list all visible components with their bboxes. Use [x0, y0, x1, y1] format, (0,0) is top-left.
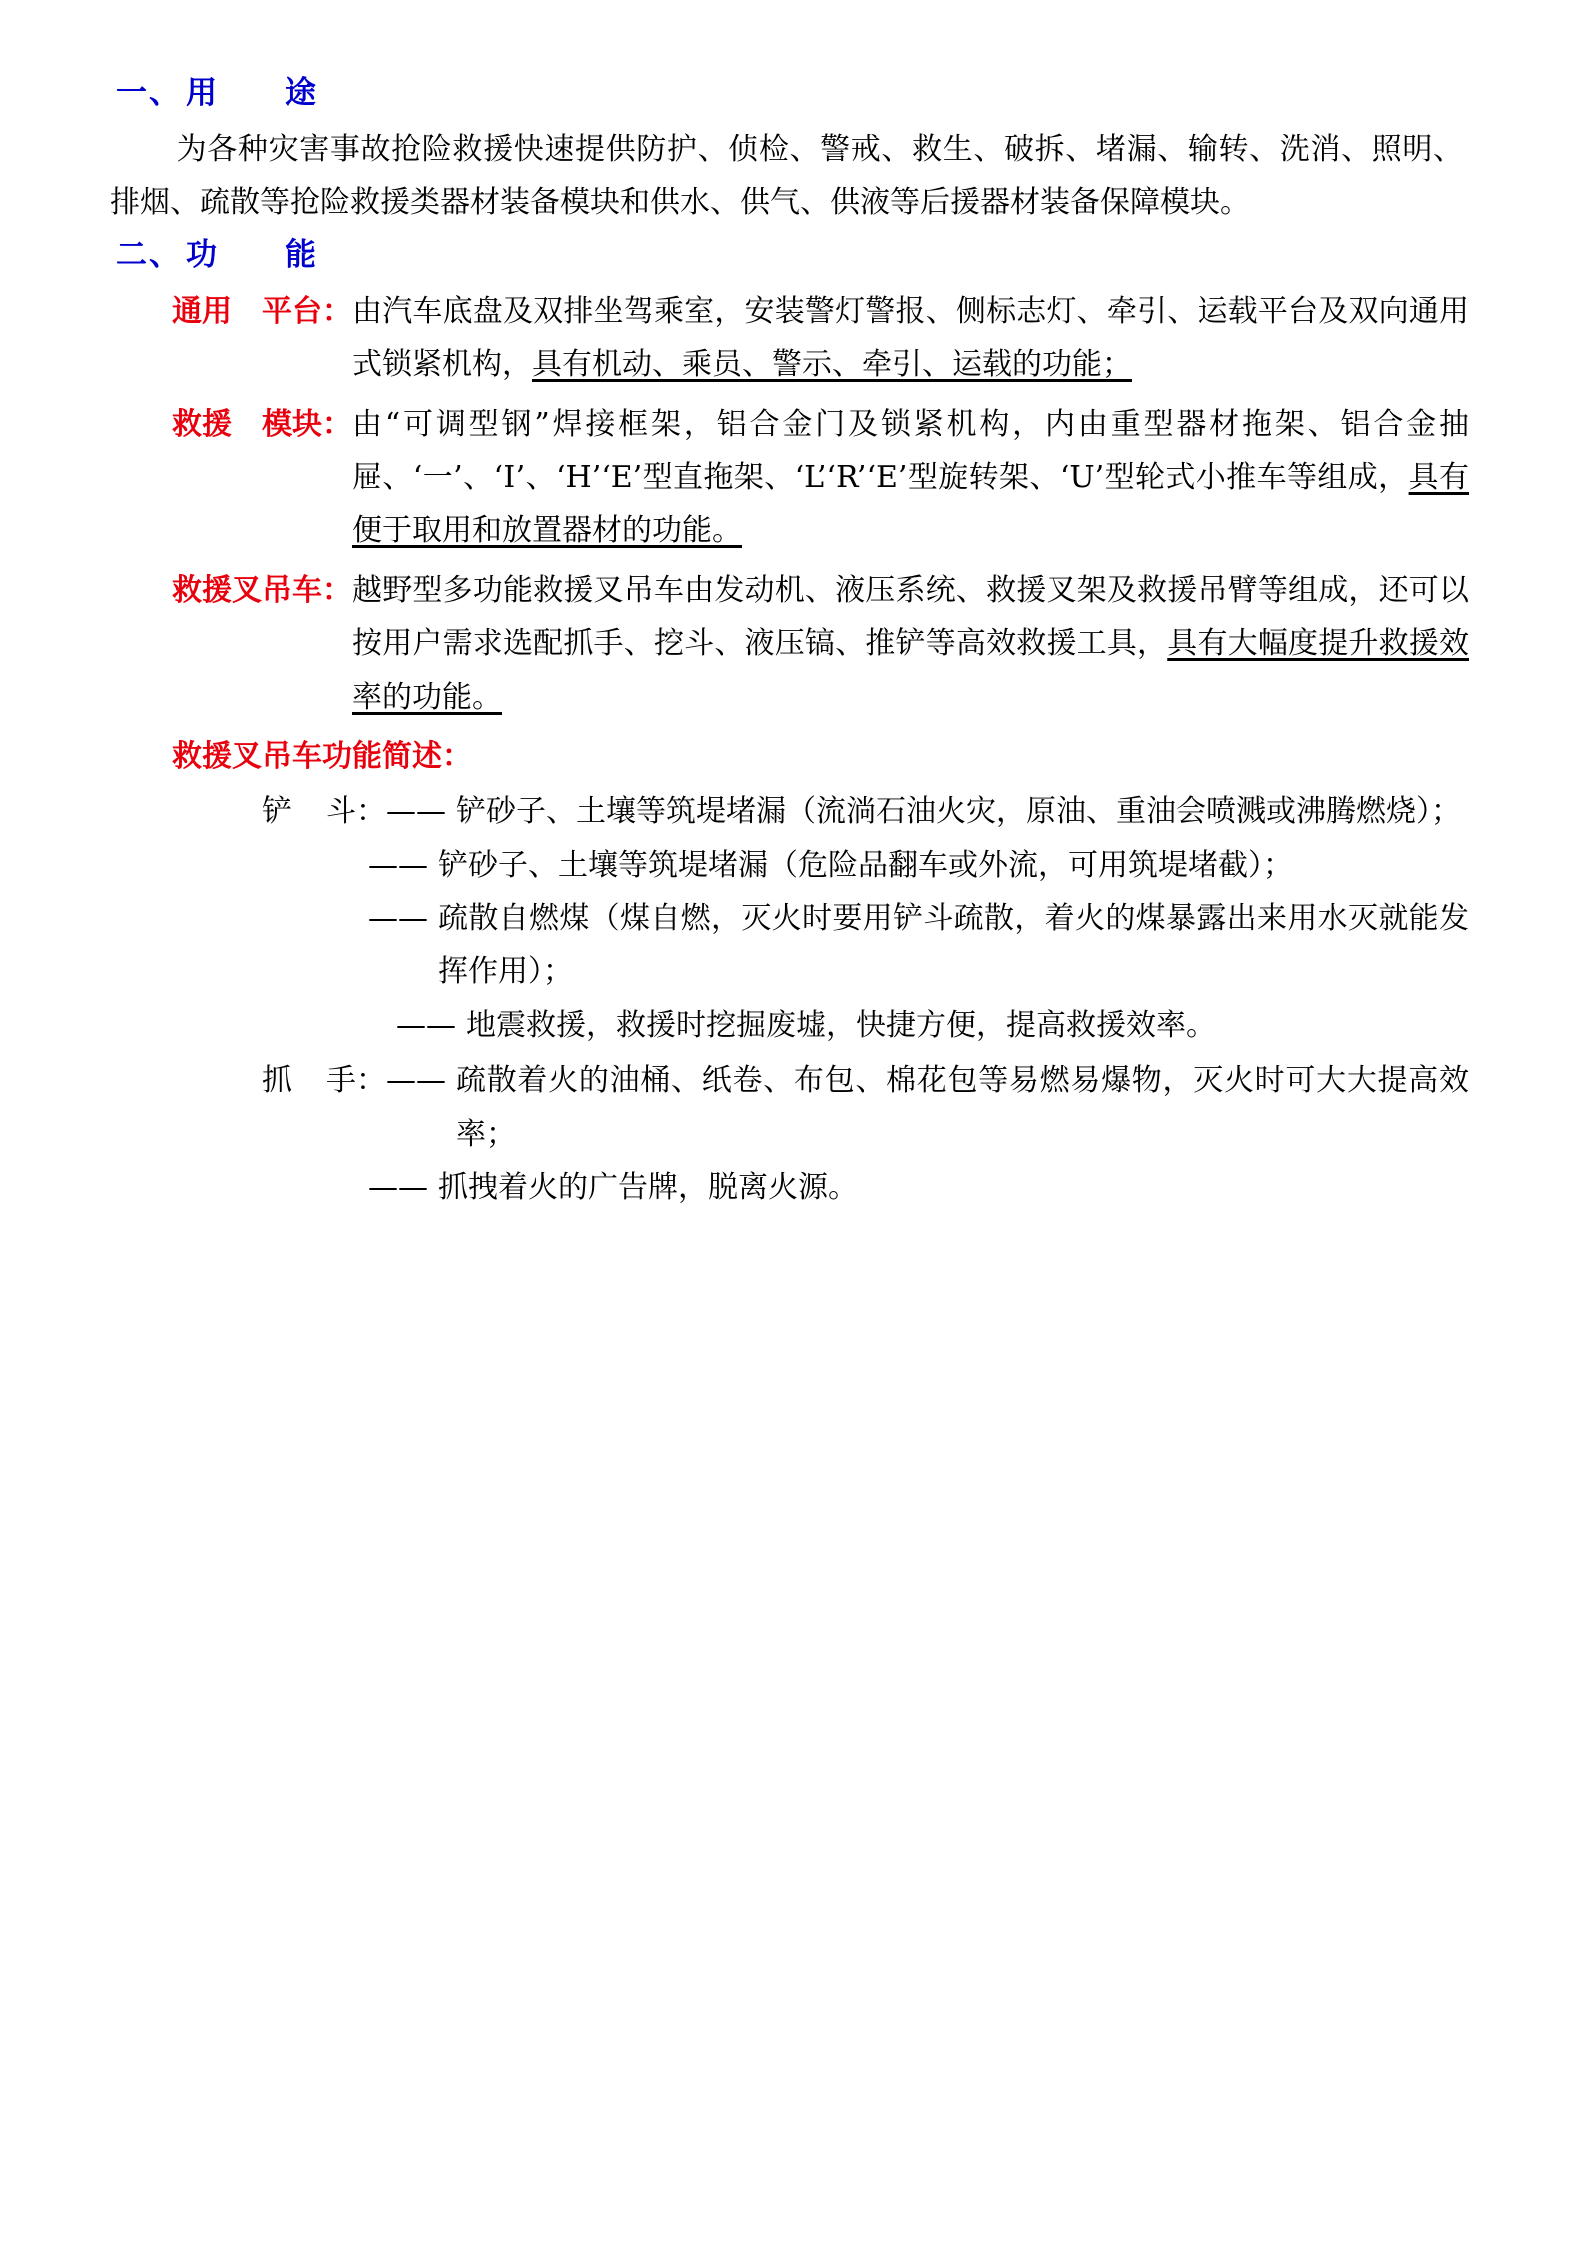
tool-item-text: 铲砂子、土壤等筑堤堵漏（危险品翻车或外流，可用筑堤堵截）； — [438, 847, 1293, 883]
definition-label-part-a: 救援 — [172, 406, 232, 442]
tool-item-text: 地震救援，救援时挖掘废墟，快捷方便，提高救援效率。 — [466, 1007, 1216, 1043]
definition-label-part-a: 救援叉吊车： — [172, 572, 352, 608]
tool-item-row — [172, 1161, 1469, 1214]
dash-marker: —— — [386, 1063, 446, 1099]
definition-label-part-b: 模块： — [262, 406, 352, 442]
definition-label-part-a: 通用 — [172, 293, 232, 329]
tool-block-gripper — [108, 1054, 1469, 1214]
definition-text-rescue-forklift-crane — [352, 564, 1469, 724]
tool-item-text: 疏散自燃煤（煤自燃，灭火时要用铲斗疏散，着火的煤暴露出来用水灭就能发挥作用）； — [438, 901, 1469, 990]
tool-label-part-a: 抓 — [262, 1063, 292, 1099]
section-1-paragraph-text: 为各种灾害事故抢险救援快速提供防护、侦检、警戒、救生、破拆、堵漏、输转、洗消、照明、排烟、疏散等抢险救援类器材装备模块和供水、供气、供液等后援器材装备保障模块。 — [110, 132, 1463, 221]
definition-label-rescue-forklift-crane — [172, 564, 352, 617]
tool-label-part-b: 斗： — [326, 794, 386, 830]
section-1-number: 一、 — [116, 75, 182, 111]
definition-text-underlined: 具有便于取用和放置器材的功能。 — [352, 459, 1469, 549]
definition-text-plain: 由汽车底盘及双排坐驾乘室，安装警灯警报、侧标志灯、牵引、运载平台及双向通用式锁紧机构， — [352, 293, 1469, 383]
tool-label-bucket — [172, 785, 386, 838]
definition-label-rescue-module — [172, 398, 352, 451]
definition-row-rescue-module — [108, 398, 1469, 558]
definition-row-general-platform — [108, 285, 1469, 392]
sub-heading-function-summary: 救援叉吊车功能简述： — [172, 738, 472, 774]
section-2-heading — [108, 236, 1469, 273]
definition-label-part-b: 平台： — [262, 293, 352, 329]
dash-marker: —— — [396, 1007, 456, 1043]
tool-label-part-a: 铲 — [262, 794, 292, 830]
tool-block-bucket — [108, 785, 1469, 1052]
tool-item-row — [172, 999, 1469, 1052]
tool-item-row — [172, 839, 1469, 892]
tool-label-part-b: 手： — [326, 1063, 386, 1099]
section-2-number: 二、 — [116, 236, 182, 273]
tool-item-row — [172, 892, 1469, 999]
tool-label-gripper — [172, 1054, 386, 1107]
definition-text-rescue-module — [352, 398, 1469, 558]
definition-text-plain: 越野型多功能救援叉吊车由发动机、液压系统、救援叉架及救援吊臂等组成，还可以按用户需求选配抓手、挖斗、液压镐、推铲等高效救援工具， — [352, 572, 1469, 662]
tool-item-text: 抓拽着火的广告牌，脱离火源。 — [438, 1170, 858, 1206]
document-body — [108, 75, 1469, 1214]
section-1-heading — [108, 75, 1469, 111]
tool-item-text: 铲砂子、土壤等筑堤堵漏（流淌石油火灾，原油、重油会喷溅或沸腾燃烧）； — [456, 794, 1461, 830]
definition-text-underlined: 具有机动、乘员、警示、牵引、运载的功能； — [532, 347, 1132, 383]
definition-text-underlined: 具有大幅度提升救援效率的功能。 — [352, 626, 1469, 715]
section-1-paragraph — [108, 123, 1469, 230]
dash-marker: —— — [368, 1170, 428, 1206]
definition-text-general-platform — [352, 285, 1469, 392]
dash-marker: —— — [368, 901, 428, 937]
definition-label-general-platform — [172, 285, 352, 338]
tool-first-item-row — [172, 1054, 1469, 1161]
section-2-title: 功 能 — [186, 236, 318, 273]
definition-row-rescue-forklift-crane — [108, 564, 1469, 724]
dash-marker: —— — [368, 847, 428, 883]
tool-item-text: 疏散着火的油桶、纸卷、布包、棉花包等易燃易爆物，灭火时可大大提高效率； — [456, 1063, 1469, 1152]
tool-first-item-row — [172, 785, 1469, 838]
section-1-title: 用 途 — [186, 75, 318, 111]
definition-text-plain: 由“可调型钢”焊接框架，铝合金门及锁紧机构，内由重型器材拖架、铝合金抽屉、‘一’、‘Ⅰ’、‘H’‘E’型直拖架、‘L’‘R’‘E’型旋转架、‘U’型轮式小推车等组成， — [352, 406, 1469, 495]
dash-marker: —— — [386, 794, 446, 830]
